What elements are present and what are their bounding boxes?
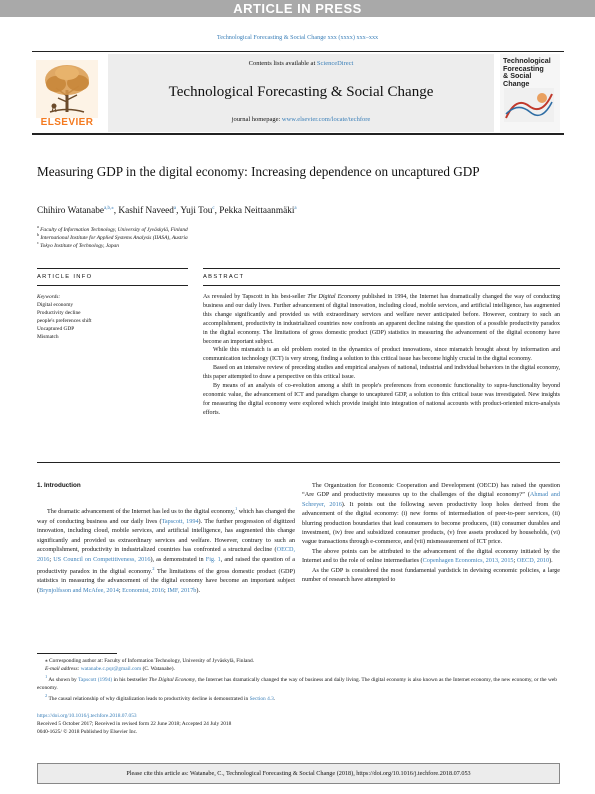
abstract-body: [203, 293, 560, 418]
cover-art-image: [504, 88, 554, 122]
footnote-marker[interactable]: 2: [152, 565, 155, 571]
homepage-link[interactable]: www.elsevier.com/locate/techfore: [281, 116, 371, 123]
author-name[interactable]: Kashif Naveed: [118, 206, 174, 217]
author-sup[interactable]: a,b,⁎: [103, 206, 114, 211]
corresponding-author-note: ⁎ Corresponding author at: Faculty of Information Technology, University of Jyväskylä, Finland.: [45, 658, 255, 664]
affiliation-text: International Institute for Applied Systems Analysis (IIASA), Austria: [40, 234, 188, 241]
journal-title: Technological Forecasting & Social Change: [168, 84, 434, 100]
abstract-paragraph: [203, 293, 560, 346]
citation-link[interactable]: OECD, 2010: [516, 557, 550, 565]
header-bottom-rule: [32, 133, 564, 135]
citation-link[interactable]: US Council on Competitiveness, 2016: [53, 555, 151, 563]
email-link[interactable]: watanabe.c.pqr@gmail.com: [80, 666, 142, 673]
abstract-text: published in 1994, the Internet has dramatically changed the way of conducting business and our daily lives. Further advancement of digital innovation, including cloud, mobile services, and artificial intelligence, has augmented this change significantly and provided us with extraordinary services and welfare never anticipated before. However, contrary to such an accomplishment, productivity in industrialized countries now confronts an apparent decline raising the question of a possible productivity paradox in the digital economy. The limitations of gross domestic product (GDP) statistics in measuring the advancement of the digital economy have become an important subject.: [203, 294, 560, 345]
homepage-prefix: journal homepage:: [231, 116, 281, 123]
article-metadata: [37, 712, 337, 736]
contents-line: [108, 60, 494, 67]
affiliation-sup: c: [37, 240, 39, 245]
affiliation-text: Tokyo Institute of Technology, Japan: [40, 242, 119, 249]
footnote-2: $^2$ The causal relationship of why digitalization leads to productivity decline is demonstrated in Section 4.3.: [45, 693, 276, 702]
keyword: Uncaptured GDP: [37, 326, 75, 332]
citation-link[interactable]: Economist, 2016: [122, 586, 165, 594]
abstract-paragraph: By means of an analysis of co-evolution among a shift in people's preferences from economic functionality to supra-functionality beyond economic value, the advancement of ICT and paradigm change to uncaptured GDP, a solution to this critical issue was investigated. New insights for measuring the digital economy were explored which provide insight into integration of national accounts with product-oriented micro-analysis efforts.: [203, 383, 560, 416]
author-sup[interactable]: a: [173, 206, 177, 211]
citation-link[interactable]: Tapscott, 1994: [161, 517, 199, 525]
citation-link[interactable]: Ahmad and Schreyer, 2016: [302, 491, 560, 508]
citation-link[interactable]: Tapscott (1994): [78, 676, 113, 683]
affiliation: [37, 240, 437, 249]
footnotes: [37, 657, 557, 703]
doi-link[interactable]: https://doi.org/10.1016/j.techfore.2018.07.053: [37, 713, 137, 719]
sciencedirect-link[interactable]: ScienceDirect: [316, 60, 354, 67]
section-heading: 1. Introduction: [37, 482, 81, 489]
author-sup[interactable]: a: [294, 206, 297, 211]
citation-link[interactable]: OECD, 2016: [37, 546, 295, 563]
elsevier-tree-logo: [36, 60, 98, 118]
keyword: people's preferences shift: [37, 318, 92, 324]
intro-paragraph: The Organization for Economic Cooperation and Development (OECD) has raised the question “Are GDP and productivity measures up to the challenges of the digital economy?” (Ahmad and Schreyer, 2016). It points out the following seven productivity loop holes derived from the advancement of the digital economy: (i) new forms of intermediation of peer-to-peer services, (ii) blurring production boundaries that lead consumers to become producers, (iii) consumer durables and investment, (iv) free and subsidized consumer products, (v) free assets produced by households, (vi) vague transactions through e-commerce, and (vii) mismeasurement of ICT price.: [302, 482, 560, 546]
cover-title: [503, 57, 559, 87]
footnote-marker[interactable]: 1: [45, 674, 48, 680]
intro-paragraph: As the GDP is considered the most fundamental yardstick in devising economic policies, a large number of research have attempted to: [302, 566, 560, 584]
author-list: Chihiro Watanabe$^{a,b,⁎}$, Kashif Naveed$^a$, Yuji Tou$^c$, Pekka Neittaanmäki$^a$: [37, 206, 297, 217]
author-name[interactable]: Pekka Neittaanmäki: [219, 206, 295, 217]
cover-title-line: Forecasting: [503, 63, 544, 73]
keyword: Mismatch: [37, 334, 59, 340]
abstract-paragraph: While this mismatch is an old problem rooted in the dynamics of product innovations, since mismatch brought about by information and communication technology (ICT) is very strong, finding a solution to this critical issue has become highly crucial in the digital economy.: [203, 347, 560, 363]
intro-paragraph: The dramatic advancement of the Internet has led us to the digital economy,$^1$ which has changed the way of conducting business and our daily lives (Tapscott, 1994). The further progression of digitized innovation, including cloud, mobile services, and artificial intelligence, has augmented this change significantly and provided us extraordinary services and welfare. However, contrary to such an accomplishment, productivity in industrialized countries has confronted a structural decline (OECD, 2016; US Council on Competitiveness, 2016), as demonstrated in Fig. 1, and raised the question of a productivity paradox in the digital economy.$^2$ The limitations of the gross domestic product (GDP) statistics in measuring the advancement of the digital economy have become an important subject (Brynjolfsson and McAfee, 2014; Economist, 2016; IMF, 2017b).: [37, 506, 296, 594]
email-note: [37, 665, 557, 673]
article-info-rule-lower: [37, 285, 188, 286]
citation-link[interactable]: IMF, 2017b: [167, 586, 197, 594]
author-sup[interactable]: c: [212, 206, 215, 211]
author-name[interactable]: Chihiro Watanabe: [37, 206, 104, 217]
intro-paragraph: The above points can be attributed to the advancement of the digital economy initiated by the Internet and to the role of online intermediaries (Copenhagen Economics, 2013, 2015; OECD, 2010).: [302, 547, 560, 565]
citation-link[interactable]: Brynjolfsson and McAfee, 2014: [39, 586, 119, 594]
journal-citation-link[interactable]: Technological Forecasting & Social Change xxx (xxxx) xxx–xxx: [216, 34, 379, 41]
journal-homepage: [108, 116, 494, 123]
citation-link[interactable]: Section 4.3: [249, 695, 274, 702]
affiliation-sup: a: [37, 224, 39, 229]
article-in-press-banner: ARTICLE IN PRESS: [0, 0, 595, 17]
footnote-marker[interactable]: 1: [234, 506, 238, 512]
citation-link[interactable]: Fig. 1: [205, 555, 221, 563]
abstract-book-title: The Digital Economy: [307, 294, 360, 300]
header-top-rule: [32, 51, 564, 52]
footnote-rule: [37, 653, 117, 654]
footnote-1: $^1$ As shown by Tapscott (1994) in his bestseller The Digital Economy, the Internet has dramatically changed the way of business and daily living. The digital economy is also known as the Internet economy, the new economy, or the web economy.: [37, 674, 557, 692]
received-dates: Received 5 October 2017; Received in revised form 22 June 2018; Accepted 24 July 2018: [37, 721, 232, 728]
left-column: [37, 481, 295, 595]
contents-prefix: Contents lists available at: [248, 60, 316, 67]
abstract-heading: ABSTRACT: [203, 274, 245, 280]
cite-this-article-box[interactable]: Please cite this article as: Watanabe, C., Technological Forecasting & Social Change (2018), https://doi.org/10.1016/j.techfore.2018.07.053: [37, 763, 560, 784]
issn-copyright: 0040-1625/ © 2018 Published by Elsevier Inc.: [37, 729, 138, 736]
cover-title-line: Change: [503, 78, 530, 88]
footnote-marker[interactable]: 2: [45, 693, 48, 699]
abstract-rule: [203, 268, 560, 269]
abstract-rule-lower: [203, 285, 560, 286]
keyword: Digital economy: [37, 302, 74, 308]
elsevier-wordmark: ELSEVIER: [40, 117, 94, 128]
keyword: Productivity decline: [37, 310, 81, 316]
article-info-heading: ARTICLE INFO: [37, 274, 93, 280]
email-suffix: (C. Watanabe).: [141, 666, 175, 673]
citation-link[interactable]: Copenhagen Economics, 2013, 2015: [422, 557, 514, 565]
keywords-label: Keywords:: [37, 294, 61, 300]
cover-title-line: Technological: [503, 56, 551, 65]
abstract-text: As revealed by Tapscott in his best-seller: [203, 294, 308, 300]
article-info-rule: [37, 268, 188, 269]
paper-title: Measuring GDP in the digital economy: Increasing dependence on uncaptured GDP: [37, 164, 480, 179]
cover-title-line: & Social: [503, 71, 532, 81]
abstract-end-rule: [37, 462, 560, 463]
email-label: E-mail address:: [45, 666, 80, 673]
abstract-paragraph: Based on an intensive review of preceding studies and empirical analyses of national, industrial and individual behaviors in the digital economy, this paper attempted to draw a perspective on this critical issue.: [203, 365, 560, 381]
italic-text: The Digital Economy: [148, 676, 196, 683]
author-name[interactable]: Yuji Tou: [180, 206, 213, 217]
right-column: [302, 481, 560, 584]
affiliation-text: Faculty of Information Technology, University of Jyväskylä, Finland: [40, 226, 188, 233]
affiliation-sup: b: [37, 232, 39, 237]
